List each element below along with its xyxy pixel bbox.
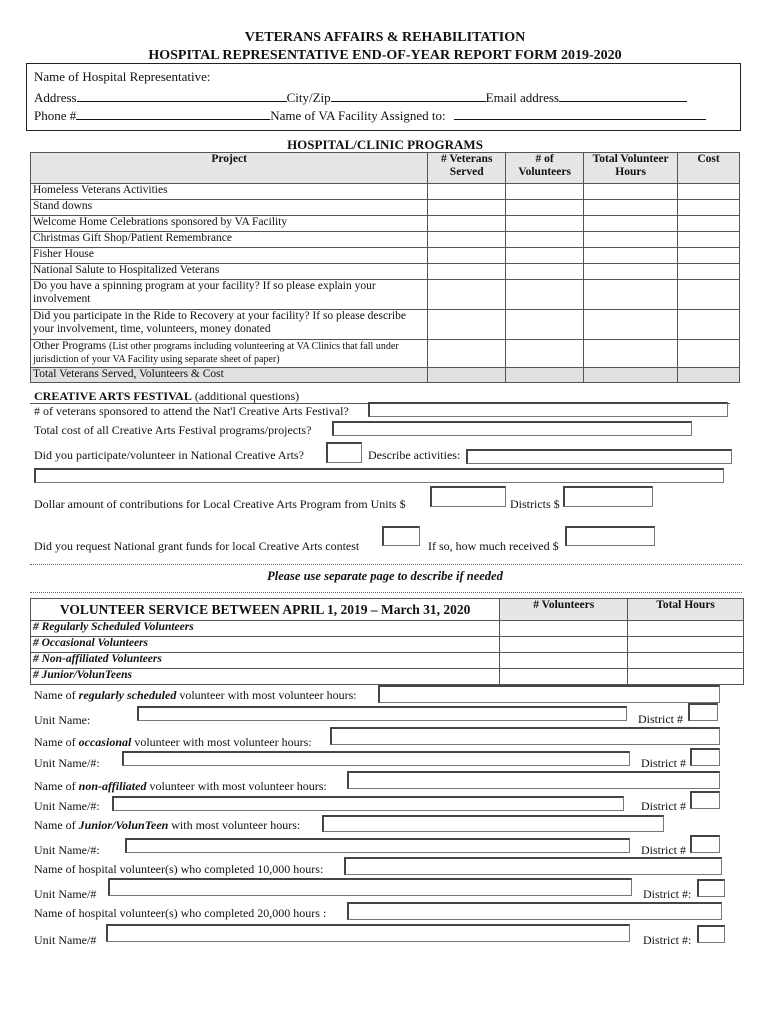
- cell[interactable]: [678, 184, 740, 200]
- q-prefix: Name of: [34, 818, 79, 832]
- cell[interactable]: [506, 184, 584, 200]
- col-volunteers: # of Volunteers: [506, 153, 584, 184]
- cell[interactable]: [506, 280, 584, 310]
- junior-unit-input[interactable]: [125, 838, 630, 853]
- arts-title-row: [34, 389, 299, 403]
- regular-volunteer-question: [34, 688, 357, 702]
- email-field[interactable]: [559, 89, 687, 102]
- cell[interactable]: [678, 368, 740, 383]
- form-title: VETERANS AFFAIRS & REHABILITATION: [244, 30, 526, 45]
- describe-continued-input[interactable]: [34, 468, 724, 483]
- row-label: Did you participate in the Ride to Recovery at your facility? If so please describe your involvement, time, volunteers, money donated: [31, 310, 428, 340]
- email-label: Email address: [485, 90, 559, 105]
- cell[interactable]: [500, 621, 628, 637]
- cell[interactable]: [428, 280, 506, 310]
- total-row: [31, 368, 740, 383]
- cell[interactable]: [584, 340, 678, 368]
- district-label: District #: [638, 712, 683, 726]
- table-row: [31, 200, 740, 216]
- cell[interactable]: [506, 248, 584, 264]
- cell[interactable]: [506, 264, 584, 280]
- unit-name-label: Unit Name:: [34, 713, 91, 727]
- cell[interactable]: [678, 216, 740, 232]
- district-label: District #: [641, 756, 686, 770]
- dollar-question: Dollar amount of contributions for Local Creative Arts Program from Units $: [34, 497, 406, 511]
- how-much-input[interactable]: [565, 526, 655, 546]
- arts-cost-input[interactable]: [332, 421, 692, 436]
- row-label: Homeless Veterans Activities: [31, 184, 428, 200]
- address-field[interactable]: [77, 89, 287, 102]
- col-volunteer-hours: Total Volunteer Hours: [584, 153, 678, 184]
- cell[interactable]: [584, 368, 678, 383]
- q-suffix: volunteer with most volunteer hours:: [146, 779, 327, 793]
- programs-title: HOSPITAL/CLINIC PROGRAMS: [287, 137, 483, 152]
- col-cost: Cost: [678, 153, 740, 184]
- arts-title: CREATIVE ARTS FESTIVAL: [34, 389, 192, 403]
- col-total-hours: Total Hours: [628, 599, 744, 621]
- other-programs-note: (List other programs including volunteering at VA Clinics that fall under jurisdiction of your VA Facility using separate sheet of paper): [33, 341, 399, 365]
- cell[interactable]: [584, 184, 678, 200]
- regular-volunteer-input[interactable]: [378, 685, 720, 703]
- occasional-district-input[interactable]: [690, 748, 720, 766]
- q-emphasis: occasional: [78, 735, 132, 749]
- cell[interactable]: [678, 248, 740, 264]
- table-row: [31, 340, 740, 368]
- divider: [30, 564, 742, 565]
- q-prefix: Name of: [34, 779, 79, 793]
- arts-cost-question: Total cost of all Creative Arts Festival programs/projects?: [34, 423, 312, 437]
- cell[interactable]: [506, 340, 584, 368]
- row-label: Welcome Home Celebrations sponsored by VA Facility: [31, 216, 428, 232]
- districts-amount-input[interactable]: [563, 486, 653, 507]
- occasional-unit-input[interactable]: [122, 751, 630, 766]
- cell[interactable]: [584, 280, 678, 310]
- cell[interactable]: [628, 621, 744, 637]
- volunteer-table: [30, 598, 744, 685]
- unit-name-label: Unit Name/#:: [34, 843, 100, 857]
- row-label: Stand downs: [31, 200, 428, 216]
- volunteer-header-row: [31, 599, 744, 621]
- q-suffix: with most volunteer hours:: [168, 818, 301, 832]
- q-prefix: Name of: [34, 688, 79, 702]
- cell[interactable]: [678, 200, 740, 216]
- unit-name-label: Unit Name/#: [34, 887, 97, 901]
- cell[interactable]: [428, 310, 506, 340]
- cell[interactable]: [428, 264, 506, 280]
- cell[interactable]: [678, 264, 740, 280]
- how-much-label: If so, how much received $: [428, 539, 559, 553]
- row-label: # Junior/VolunTeens: [31, 669, 500, 685]
- table-row: [31, 637, 744, 653]
- cell[interactable]: [628, 637, 744, 653]
- table-row: [31, 232, 740, 248]
- row-label: # Non-affiliated Volunteers: [31, 653, 500, 669]
- junior-volunteer-question: [34, 818, 300, 832]
- cell[interactable]: [584, 248, 678, 264]
- cell[interactable]: [678, 310, 740, 340]
- participate-question: Did you participate/volunteer in National Creative Arts?: [34, 448, 304, 462]
- junior-volunteer-input[interactable]: [322, 815, 664, 832]
- nonaffiliated-volunteer-question: [34, 779, 327, 793]
- unit-name-label: Unit Name/#:: [34, 799, 100, 813]
- cell[interactable]: [584, 264, 678, 280]
- row-label: # Occasional Volunteers: [31, 637, 500, 653]
- total-label: Total Veterans Served, Volunteers & Cost: [31, 368, 428, 383]
- unit-name-label: Unit Name/#: [34, 933, 97, 947]
- row-label: # Regularly Scheduled Volunteers: [31, 621, 500, 637]
- unit-name-label: Unit Name/#:: [34, 756, 100, 770]
- cell[interactable]: [584, 310, 678, 340]
- programs-header-row: [31, 153, 740, 184]
- sponsored-input[interactable]: [368, 402, 728, 417]
- va-facility-field[interactable]: [454, 107, 706, 120]
- describe-label: Describe activities:: [368, 448, 461, 462]
- district-label: District #:: [643, 933, 692, 947]
- col-num-volunteers: # Volunteers: [500, 599, 628, 621]
- city-zip-field[interactable]: [331, 89, 486, 102]
- representative-name-label: Name of Hospital Representative:: [34, 69, 211, 84]
- volunteer-title: VOLUNTEER SERVICE BETWEEN APRIL 1, 2019 – March 31, 2020: [31, 599, 500, 621]
- occasional-volunteer-input[interactable]: [330, 727, 720, 745]
- row-label: [31, 340, 428, 368]
- twenty-thousand-hours-input[interactable]: [347, 902, 722, 920]
- cell[interactable]: [678, 280, 740, 310]
- table-row: [31, 310, 740, 340]
- q-suffix: volunteer with most volunteer hours:: [176, 688, 357, 702]
- q-emphasis: Junior/VolunTeen: [78, 818, 169, 832]
- nonaffiliated-unit-input[interactable]: [112, 796, 624, 811]
- twenty-thousand-unit-input[interactable]: [106, 924, 630, 942]
- cell[interactable]: [506, 216, 584, 232]
- sponsored-question: # of veterans sponsored to attend the Nat'l Creative Arts Festival?: [34, 404, 349, 418]
- address-label: Address: [34, 90, 77, 105]
- other-programs-label: Other Programs: [33, 340, 107, 352]
- arts-title-note: (additional questions): [194, 389, 300, 403]
- nonaffiliated-volunteer-input[interactable]: [347, 771, 720, 789]
- table-row: [31, 264, 740, 280]
- grant-question: Did you request National grant funds for local Creative Arts contest: [34, 539, 360, 553]
- ten-thousand-hours-question: Name of hospital volunteer(s) who completed 10,000 hours:: [34, 862, 324, 876]
- phone-label: Phone #: [34, 108, 77, 123]
- va-facility-label: Name of VA Facility Assigned to:: [270, 108, 446, 123]
- units-amount-input[interactable]: [430, 486, 506, 507]
- cell[interactable]: [628, 653, 744, 669]
- cell[interactable]: [428, 368, 506, 383]
- city-zip-label: City/Zip: [286, 90, 331, 105]
- cell[interactable]: [428, 200, 506, 216]
- table-row: [31, 184, 740, 200]
- cell[interactable]: [584, 232, 678, 248]
- divider: [30, 592, 742, 593]
- q-emphasis: regularly scheduled: [78, 688, 177, 702]
- cell[interactable]: [428, 216, 506, 232]
- district-label: District #:: [643, 887, 692, 901]
- table-row: [31, 216, 740, 232]
- participate-input[interactable]: [326, 442, 362, 463]
- nonaffiliated-district-input[interactable]: [690, 791, 720, 809]
- cell[interactable]: [428, 184, 506, 200]
- cell[interactable]: [506, 200, 584, 216]
- cell[interactable]: [428, 340, 506, 368]
- district-label: District #: [641, 799, 686, 813]
- cell[interactable]: [500, 669, 628, 685]
- phone-field[interactable]: [76, 107, 270, 120]
- q-suffix: volunteer with most volunteer hours:: [131, 735, 312, 749]
- address-row: [34, 89, 687, 105]
- cell[interactable]: [584, 216, 678, 232]
- cell[interactable]: [584, 200, 678, 216]
- ten-thousand-district-input[interactable]: [697, 879, 725, 897]
- ten-thousand-hours-input[interactable]: [344, 857, 722, 875]
- table-row: [31, 653, 744, 669]
- q-emphasis: non-affiliated: [78, 779, 147, 793]
- junior-district-input[interactable]: [690, 835, 720, 853]
- row-label: Do you have a spinning program at your facility? If so please explain your involvement: [31, 280, 428, 310]
- regular-unit-input[interactable]: [137, 706, 627, 721]
- cell[interactable]: [506, 368, 584, 383]
- regular-district-input[interactable]: [688, 703, 718, 721]
- cell[interactable]: [678, 340, 740, 368]
- occasional-volunteer-question: [34, 735, 312, 749]
- row-label: Christmas Gift Shop/Patient Remembrance: [31, 232, 428, 248]
- twenty-thousand-hours-question: Name of hospital volunteer(s) who completed 20,000 hours :: [34, 906, 327, 920]
- table-row: [31, 621, 744, 637]
- cell[interactable]: [428, 248, 506, 264]
- grant-input[interactable]: [382, 526, 420, 546]
- programs-table: [30, 152, 740, 383]
- col-project: Project: [31, 153, 428, 184]
- form-subtitle: HOSPITAL REPRESENTATIVE END-OF-YEAR REPORT FORM 2019-2020: [148, 48, 622, 63]
- cell[interactable]: [506, 310, 584, 340]
- row-label: National Salute to Hospitalized Veterans: [31, 264, 428, 280]
- ten-thousand-unit-input[interactable]: [108, 878, 632, 896]
- table-row: [31, 669, 744, 685]
- phone-row: [34, 107, 706, 123]
- districts-label: Districts $: [510, 497, 560, 511]
- table-row: [31, 280, 740, 310]
- cell[interactable]: [506, 232, 584, 248]
- table-row: [31, 248, 740, 264]
- twenty-thousand-district-input[interactable]: [697, 925, 725, 943]
- q-prefix: Name of: [34, 735, 79, 749]
- cell[interactable]: [428, 232, 506, 248]
- describe-input[interactable]: [466, 449, 732, 464]
- col-veterans-served: # Veterans Served: [428, 153, 506, 184]
- separate-page-note: Please use separate page to describe if needed: [267, 569, 503, 583]
- cell[interactable]: [628, 669, 744, 685]
- cell[interactable]: [678, 232, 740, 248]
- district-label: District #: [641, 843, 686, 857]
- cell[interactable]: [500, 637, 628, 653]
- row-label: Fisher House: [31, 248, 428, 264]
- cell[interactable]: [500, 653, 628, 669]
